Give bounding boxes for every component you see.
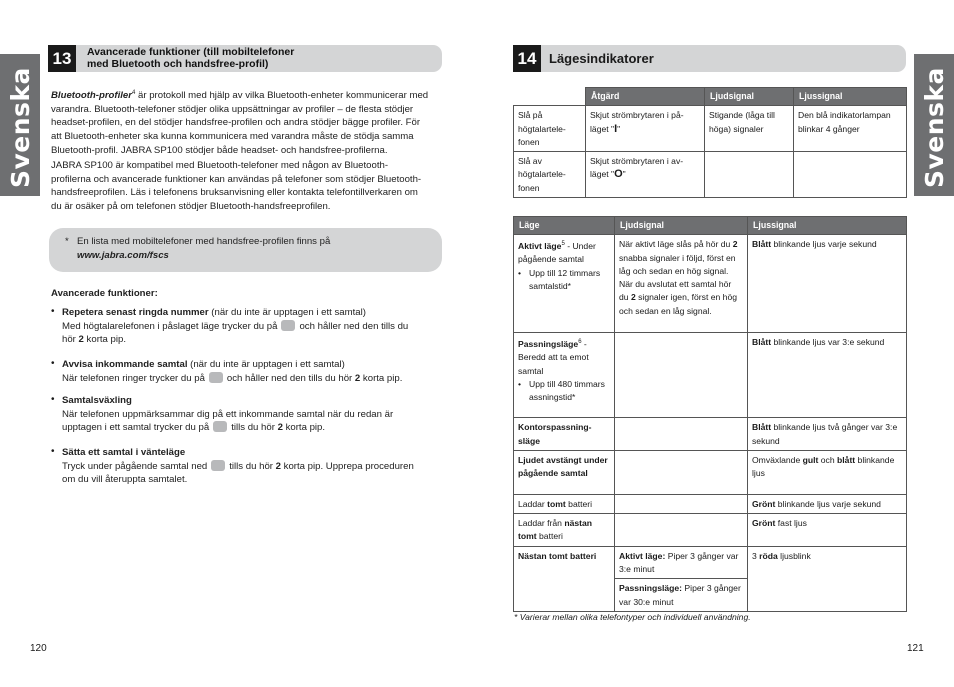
table-row: Passningsläge$^6$ - Beredd att ta emot samtal • Upp till 480 timmars assningstid* Blått blinkande ljus var 3:e sekund (514, 333, 907, 418)
table-row: Slå av högtalartele-fonen Skjut strömbrytaren i av- läget "O" (514, 152, 907, 198)
bullet-dot: • (51, 446, 55, 457)
section-number-13: 13 (48, 45, 76, 72)
table-row: Laddar från nästan tomt batteri Grönt fast ljus (514, 514, 907, 547)
power-indicator-table (513, 87, 907, 198)
answer-button-icon (211, 460, 225, 471)
answer-button-icon (213, 421, 227, 432)
page-number-left: 120 (30, 643, 47, 654)
fscs-link[interactable]: www.jabra.com/fscs (77, 249, 169, 261)
feature-call-switching: Samtalsväxling När telefonen uppmärksammar dig på ett inkommande samtal när du redan är upptagen i ett samtal trycker du på tills du hör 2 korta pip. (62, 395, 394, 434)
feature-reject-call: Avvisa inkommande samtal (när du inte är upptagen i ett samtal) När telefonen ringer trycker du på och håller ned den tills du hör 2 korta pip. (62, 359, 403, 384)
power-on-icon: I (614, 122, 618, 135)
bullet-dot: • (51, 358, 55, 369)
language-label: Svenska (6, 67, 35, 188)
language-side-tab-left (0, 54, 40, 196)
status-indicator-table (513, 216, 907, 612)
power-off-icon: O (614, 168, 623, 181)
bullet-dot: • (51, 306, 55, 317)
table-header-row: Åtgärd Ljudsignal Ljussignal (514, 88, 907, 106)
feature-redial: Repetera senast ringda nummer (när du inte är upptagen i ett samtal) Med högtalarelefonen i påslaget läge trycker du på och håller ned den tills du hör 2 korta pip. (62, 307, 409, 346)
compatibility-paragraph: JABRA SP100 är kompatibel med Bluetooth-telefoner med någon av Bluetooth- profilerna och avancerade funktioner kan användas på telefoner som stödjer Bluetooth- handsfreeprofilen. Läs i telefonens bruksanvisning eller kontakta telefontillverkaren om du är osäker på om telefonen stödjer Bluetooth-handsfreeprofilen. (51, 160, 422, 212)
feature-call-hold: Sätta ett samtal i vänteläge Tryck under pågående samtal ned tills du hör 2 korta pip. Upprepa proceduren om du vill återuppta samtalet. (62, 447, 414, 486)
language-label: Svenska (920, 67, 949, 188)
section-14-title: Lägesindikatorer (549, 51, 654, 66)
bullet-dot: • (51, 394, 55, 405)
table-row: Kontorspassning-släge Blått blinkande ljus två gånger var 3:e sekund (514, 418, 907, 451)
answer-button-icon (209, 372, 223, 383)
table-row: Slå på högtalartele-fonen Skjut strömbrytaren i på- läget "I" Stigande (låga till höga) signaler Den blå indikatorlampan blinkar 4 gånger (514, 106, 907, 152)
language-side-tab-right (914, 54, 954, 196)
table-row: Laddar tomt batteri Grönt blinkande ljus varje sekund (514, 494, 907, 513)
footnote: * Varierar mellan olika telefontyper och individuell användning. (514, 612, 751, 622)
table-header-row: Läge Ljudsignal Ljussignal (514, 217, 907, 235)
table-row: Ljudet avstängt under pågående samtal Omväxlande gult och blått blinkande ljus (514, 450, 907, 494)
page-number-right: 121 (907, 643, 924, 654)
section-number-14: 14 (513, 45, 541, 72)
intro-paragraph: Bluetooth-profiler$^4$ är protokoll med hjälp av vilka Bluetooth-enheter kommunicerar med varandra. Bluetooth-telefoner stödjer olika uppsättningar av profiler – de flesta stödjer headset-profilen, en del stödjer handsfree-profilen och andra stödjer bägge profiler. För att Bluetooth-enheter ska kunna kommunicera med varandra måste de stödja samma Bluetooth-profil. JABRA SP100 stödjer både headset- och handsfree-profilerna. (51, 90, 429, 156)
table-row: Nästan tomt batteri Aktivt läge: Piper 3 gånger var 3:e minut 3 röda ljusblink (514, 546, 907, 579)
table-row: Passningsläge: Piper 3 gånger var 30:e minut (514, 579, 907, 612)
table-row: Aktivt läge$^5$ - Under pågående samtal • Upp till 12 timmars samtalstid* När aktivt läge slås på hör du 2 snabba signaler i följd, först en låg och sedan en hög signal. När du avslutat ett samtal hör du 2 signaler igen, först en hög och sedan en låg signal. Blått blinkande ljus varje sekund (514, 235, 907, 333)
note-marker: * (65, 236, 69, 247)
answer-button-icon (281, 320, 295, 331)
note-text: En lista med mobiltelefoner med handsfree-profilen finns på www.jabra.com/fscs (77, 236, 331, 261)
section-13-title: Avancerade funktioner (till mobiltelefoner med Bluetooth och handsfree-profil) (87, 46, 295, 70)
features-heading: Avancerade funktioner: (51, 288, 158, 299)
